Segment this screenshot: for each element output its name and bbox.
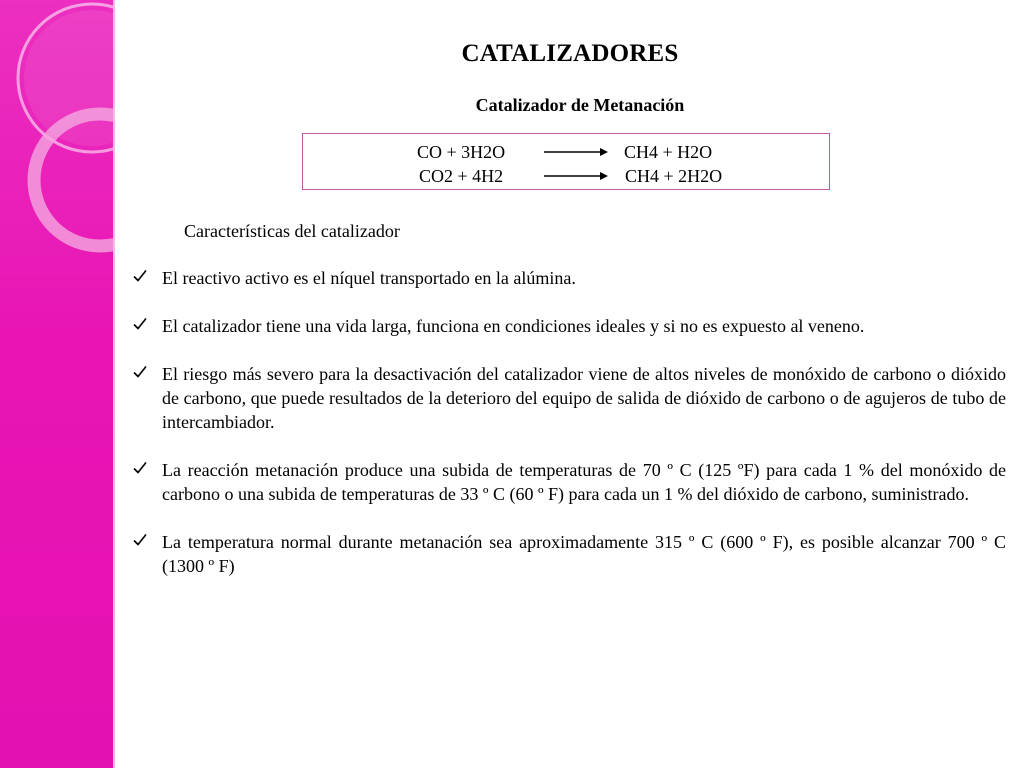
check-icon xyxy=(132,364,148,380)
list-item xyxy=(130,530,1006,578)
reaction-1-product: CH4 + H2O xyxy=(624,142,713,162)
bullet-text: El catalizador tiene una vida larga, funciona en condiciones ideales y si no es expuesto al veneno. xyxy=(162,316,865,336)
check-icon xyxy=(132,532,148,548)
bullet-text: El reactivo activo es el níquel transportado en la alúmina. xyxy=(162,268,576,288)
sidebar-edge xyxy=(113,0,115,768)
list-item xyxy=(130,266,1006,290)
list-item xyxy=(130,458,1006,506)
slide-subtitle: Catalizador de Metanación xyxy=(475,95,685,115)
arrow-right-icon xyxy=(544,170,608,182)
bullet-text: La temperatura normal durante metanación sea aproximadamente 315 º C (600 º F), es posible alcanzar 700 º C (1300 º F) xyxy=(162,532,1006,576)
list-item xyxy=(130,362,1006,434)
characteristics-list xyxy=(130,266,1006,602)
slide-title: CATALIZADORES xyxy=(461,40,679,67)
arrow-right-icon xyxy=(544,146,608,158)
decorative-sidebar xyxy=(0,0,113,768)
reaction-2-reactant: CO2 + 4H2 xyxy=(419,166,504,186)
reaction-box xyxy=(302,133,830,190)
check-icon xyxy=(132,268,148,284)
reaction-1-reactant: CO + 3H2O xyxy=(417,142,506,162)
bullet-text: La reacción metanación produce una subida de temperaturas de 70 º C (125 ºF) para cada 1 % del monóxido de carbono o una subida de temperaturas de 33 º C (60 º F) para cada un 1 % del dióxido de carbono, suministrado. xyxy=(162,460,1006,504)
check-icon xyxy=(132,316,148,332)
sidebar-decoration xyxy=(0,0,113,768)
check-icon xyxy=(132,460,148,476)
list-item xyxy=(130,314,1006,338)
reaction-2-product: CH4 + 2H2O xyxy=(625,166,723,186)
bullet-text: El riesgo más severo para la desactivación del catalizador viene de altos niveles de monóxido de carbono o dióxido de carbono, que puede resultados de la deterioro del equipo de salida de dióxido de carbono o de agujeros de tubo de intercambiador. xyxy=(162,364,1006,432)
characteristics-heading: Características del catalizador xyxy=(184,221,400,241)
